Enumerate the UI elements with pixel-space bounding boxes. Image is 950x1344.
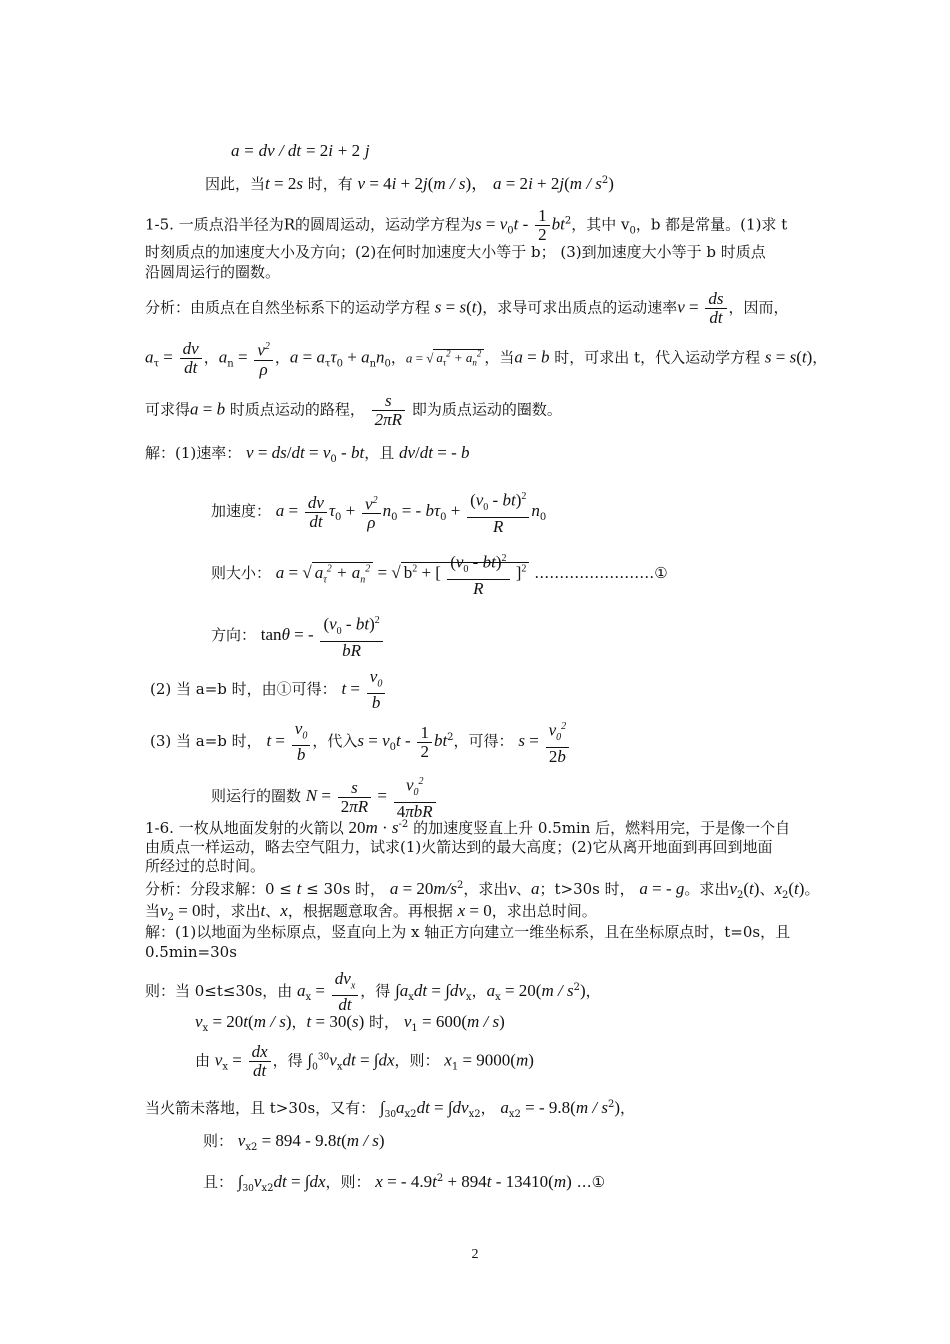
solution-1-5-magnitude: 则大小： a = √ $a_\tau^2 + a_n^2$ = √ $b^2$ + [ $\frac{(v_0 - bt)^2}{R}$ ]$^2$ ……………………① [211, 550, 668, 598]
analysis-1-6-line-2: 当$v_2 = 0$时，求出t、x，根据题意取舍。再根据 x = 0，求出总时间。 [145, 901, 597, 923]
analysis-1-6-line-1: 分析：分段求解：0 ≤ t ≤ 30s 时， $a = 20m/s^2$，求出v、a；t>30s 时， a = - g。求出$v_2(t)$、$x_2(t)$。 [145, 879, 820, 901]
analysis-1-5-line-3: 可求得a = b 时质点运动的路程， $\frac{s}{2\pi R}$ 即为质点运动的圈数。 [145, 391, 562, 429]
analysis-1-5-line-1: 分析：由质点在自然坐标系下的运动学方程 s = s(t)，求导可求出质点的运动速率v = $\frac{ds}{dt}$ ，因而， [145, 289, 789, 327]
problem-1-6-line-1: 1-6. 一枚从地面发射的火箭以 $20m \cdot s^{-2}$ 的加速度竖直上升 0.5min 后，燃料用完，于是像一个自 [145, 818, 791, 837]
problem-1-6-line-2: 由质点一样运动，略去空气阻力，试求(1)火箭达到的最大高度；(2)它从离开地面到再回到地面 [145, 838, 773, 856]
problem-1-5-line-1: 1-5. 一质点沿半径为R的圆周运动，运动学方程为$s = v_0t$ - $\frac{1}{2}$ $bt^2$，其中 $v_0$，b 都是常量。(1)求 t [145, 206, 788, 244]
problem-1-5-line-3: 沿圆周运行的圈数。 [145, 263, 281, 281]
solution-1-6-height: 由 $v_x$ = $\frac{dx}{dt}$ ，得 $\int_0^{30}v_xdt = \int dx$，则： $x_1 = 9000(m)$ [195, 1042, 534, 1080]
solution-1-6-phase-1: 则：当 0≤t≤30s，由 $a_x$ = $\frac{dv_x}{dt}$ ，得 $\int a_xdt = \int dv_x$，$a_x = 20(m / s^2)$， [145, 969, 601, 1015]
page-number: 2 [471, 1247, 479, 1262]
solution-1-6-line-1: 解：(1)以地面为坐标原点，竖直向上为 x 轴正方向建立一维坐标系，且在坐标原点时，t=0s，且 [145, 923, 791, 941]
solution-1-6-phase-2: 当火箭未落地，且 t>30s，又有： $\int_{30}a_{x2}dt = \int dv_{x2}$， $a_{x2}$ = - $9.8(m / s^2)$， [145, 1098, 636, 1120]
solution-1-6-velocity: $v_x = 20t(m / s)$，t = 30(s) 时， $v_1 = 600(m / s)$ [195, 1012, 505, 1034]
problem-1-5-line-2: 时刻质点的加速度大小及方向；(2)在何时加速度大小等于 b； (3)到加速度大小等于 b 时质点 [145, 243, 766, 261]
result-line: 因此，当t = 2s 时，有 v = 4i + 2j(m / s)， $a = 2i + 2j(m / s^2)$ [205, 174, 614, 193]
equation-acceleration: a = dv / dt = 2i + 2 j [231, 141, 370, 160]
solution-1-5-direction: 方向： tanθ = - $\frac{(v_0 - bt)^2}{bR}$ [211, 612, 385, 660]
solution-1-5-speed: 解：(1)速率： $v = ds/dt = v_0$ - bt，且 dv/dt = - b [145, 443, 470, 465]
problem-1-6-line-3: 所经过的总时间。 [145, 857, 266, 875]
solution-1-5-laps: 则运行的圈数 N = $\frac{s}{2\pi R}$ = $\frac{v_0^2}{\text{4πbR}}$ [211, 773, 438, 821]
solution-1-6-position: 且： $\int_{30}v_{x2}dt = \int dx$，则： x = - $4.9t^2 + 894t - 13410(m)$ …① [203, 1172, 606, 1194]
solution-1-6-velocity-2: 则： $v_{x2} = 894 - 9.8t(m / s)$ [203, 1131, 385, 1153]
solution-1-6-line-2: 0.5min=30s [145, 943, 237, 961]
solution-1-5-part-2: (2) 当 a=b 时，由①可得： t = $\frac{v_0}{b}$ [150, 668, 387, 712]
solution-1-5-acceleration: 加速度： a = $\frac{dv}{dt}$ $\tau_0$ + $\frac{v^2}{\rho}$ $n_0$ = - $b\tau_0$ + $\frac{(v_0 - bt)^2}{R}$ $n_0$ [211, 488, 546, 536]
solution-1-5-part-3: (3) 当 a=b 时， t = $\frac{v_0}{b}$ ，代入$s = v_0t$ - $\frac{1}{2}$ $bt^2$，可得： s = $\frac{v_0^2}{2b}$ [150, 718, 571, 766]
analysis-1-5-line-2: $a_\tau$ = $\frac{dv}{dt}$ ，$a_n$ = $\frac{v^2}{\rho}$ ，$a = a_\tau\tau_0 + a_nn_0$，a = √ $a_\tau^2 + a_n^2$ ，当a = b 时，可求出 t，代入运动学方程 s = s(t)， [145, 338, 828, 379]
